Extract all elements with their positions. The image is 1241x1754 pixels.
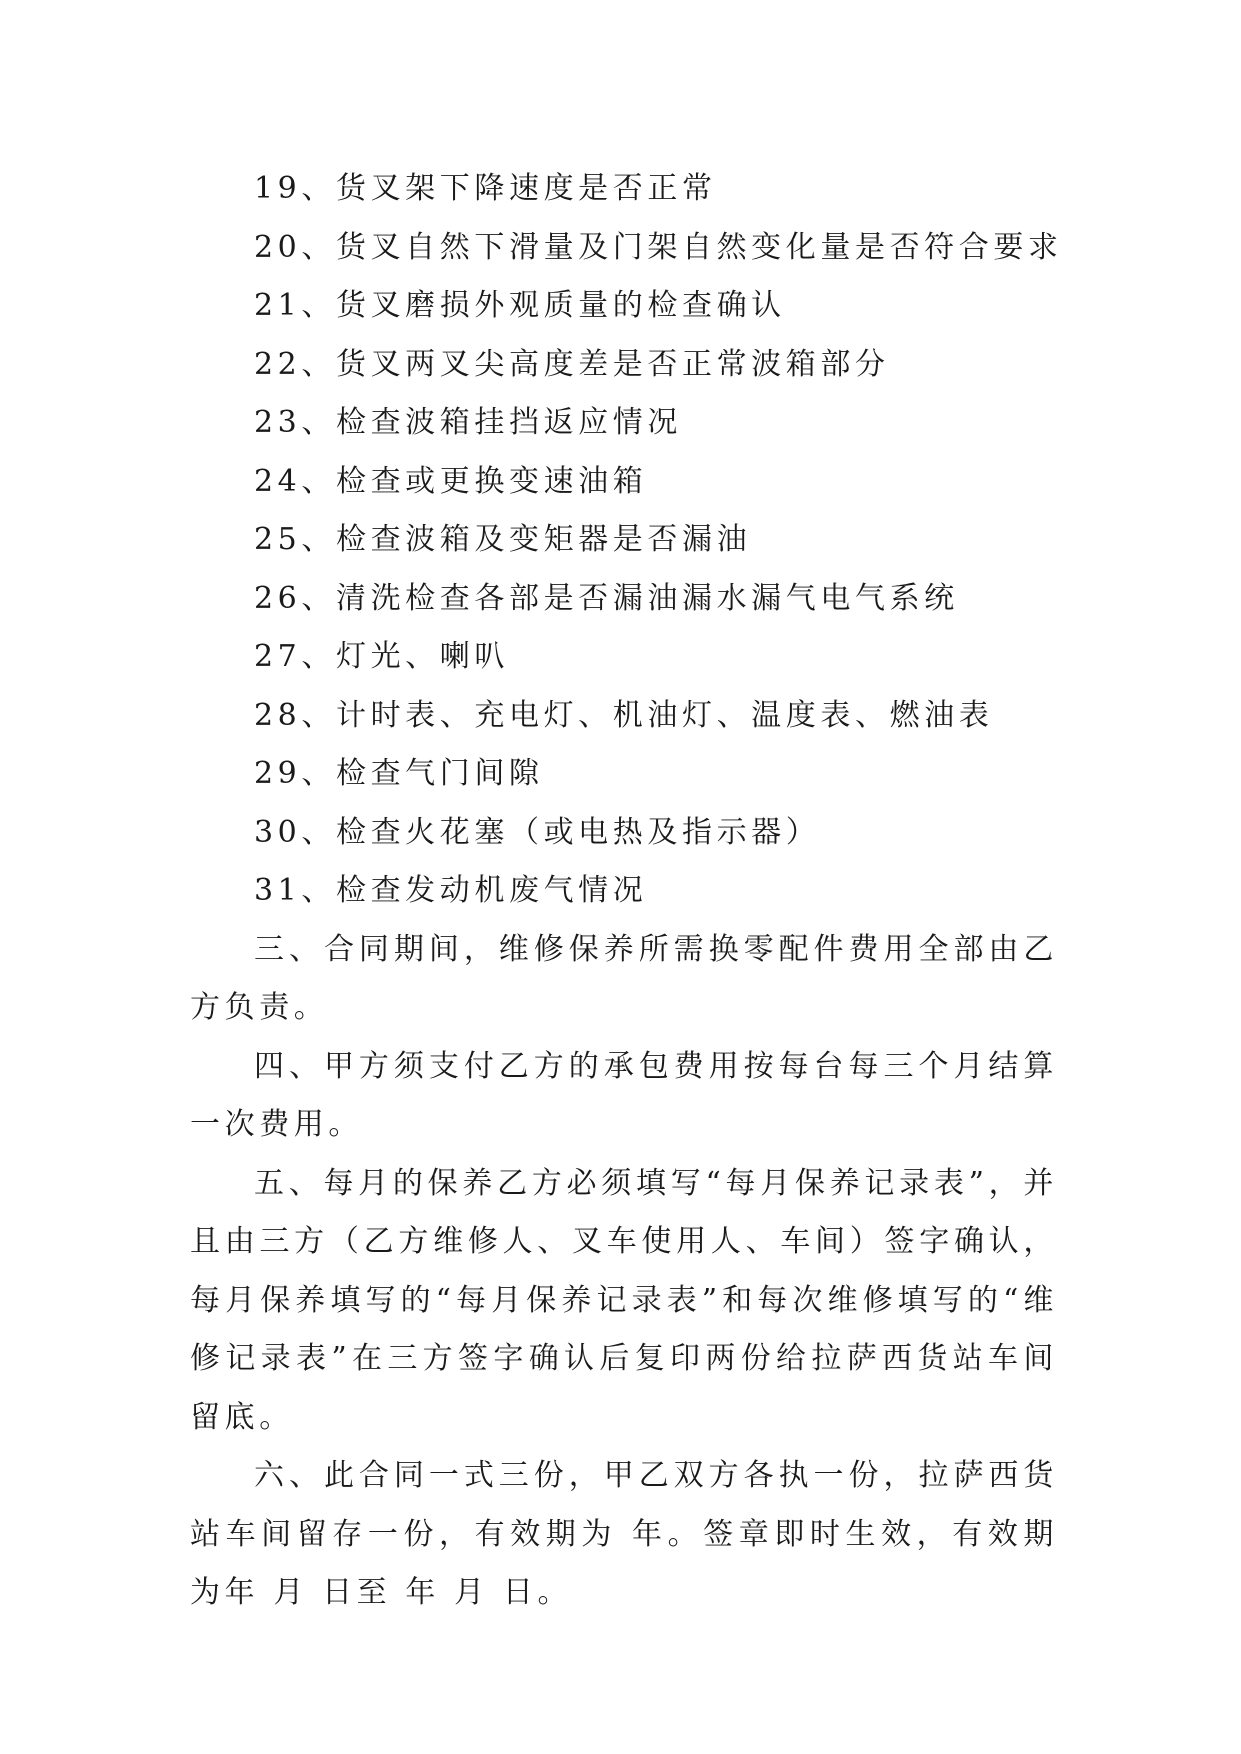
contract-clauses <box>190 921 1058 1623</box>
clause-5: 五、每月的保养乙方必须填写“每月保养记录表”，并且由三方（乙方维修人、叉车使用人、车间）签字确认，每月保养填写的“每月保养记录表”和每次维修填写的“维修记录表”在三方签字确认后复印两份给拉萨西货站车间留底。 <box>190 1165 1058 1435</box>
checklist-item: 26、清洗检查各部是否漏油漏水漏气电气系统 <box>254 580 959 616</box>
checklist-item: 30、检查火花塞（或电热及指示器） <box>254 814 821 850</box>
checklist-item: 27、灯光、喇叭 <box>254 639 509 674</box>
checklist-item: 22、货叉两叉尖高度差是否正常波箱部分 <box>254 346 890 382</box>
clause-6: 六、此合同一式三份，甲乙双方各执一份，拉萨西货站车间留存一份，有效期为 年。签章即时生效，有效期为年 月 日至 年 月 日。 <box>190 1458 1058 1610</box>
checklist-item: 24、检查或更换变速油箱 <box>254 463 648 499</box>
clause-3: 三、合同期间，维修保养所需换零配件费用全部由乙方负责。 <box>190 931 1058 1025</box>
clause-4: 四、甲方须支付乙方的承包费用按每台每三个月结算一次费用。 <box>190 1048 1058 1142</box>
checklist-item: 19、货叉架下降速度是否正常 <box>254 171 717 206</box>
checklist-item: 23、检查波箱挂挡返应情况 <box>254 405 682 440</box>
checklist-item: 29、检查气门间隙 <box>254 756 544 791</box>
checklist-item: 21、货叉磨损外观质量的检查确认 <box>254 288 786 323</box>
checklist-item: 31、检查发动机废气情况 <box>254 873 648 908</box>
checklist-item: 20、货叉自然下滑量及门架自然变化量是否符合要求 <box>254 229 1063 265</box>
checklist-item: 25、检查波箱及变矩器是否漏油 <box>254 522 752 557</box>
checklist <box>190 160 1063 921</box>
document-body <box>190 160 1063 1623</box>
checklist-item: 28、计时表、充电灯、机油灯、温度表、燃油表 <box>254 697 994 733</box>
